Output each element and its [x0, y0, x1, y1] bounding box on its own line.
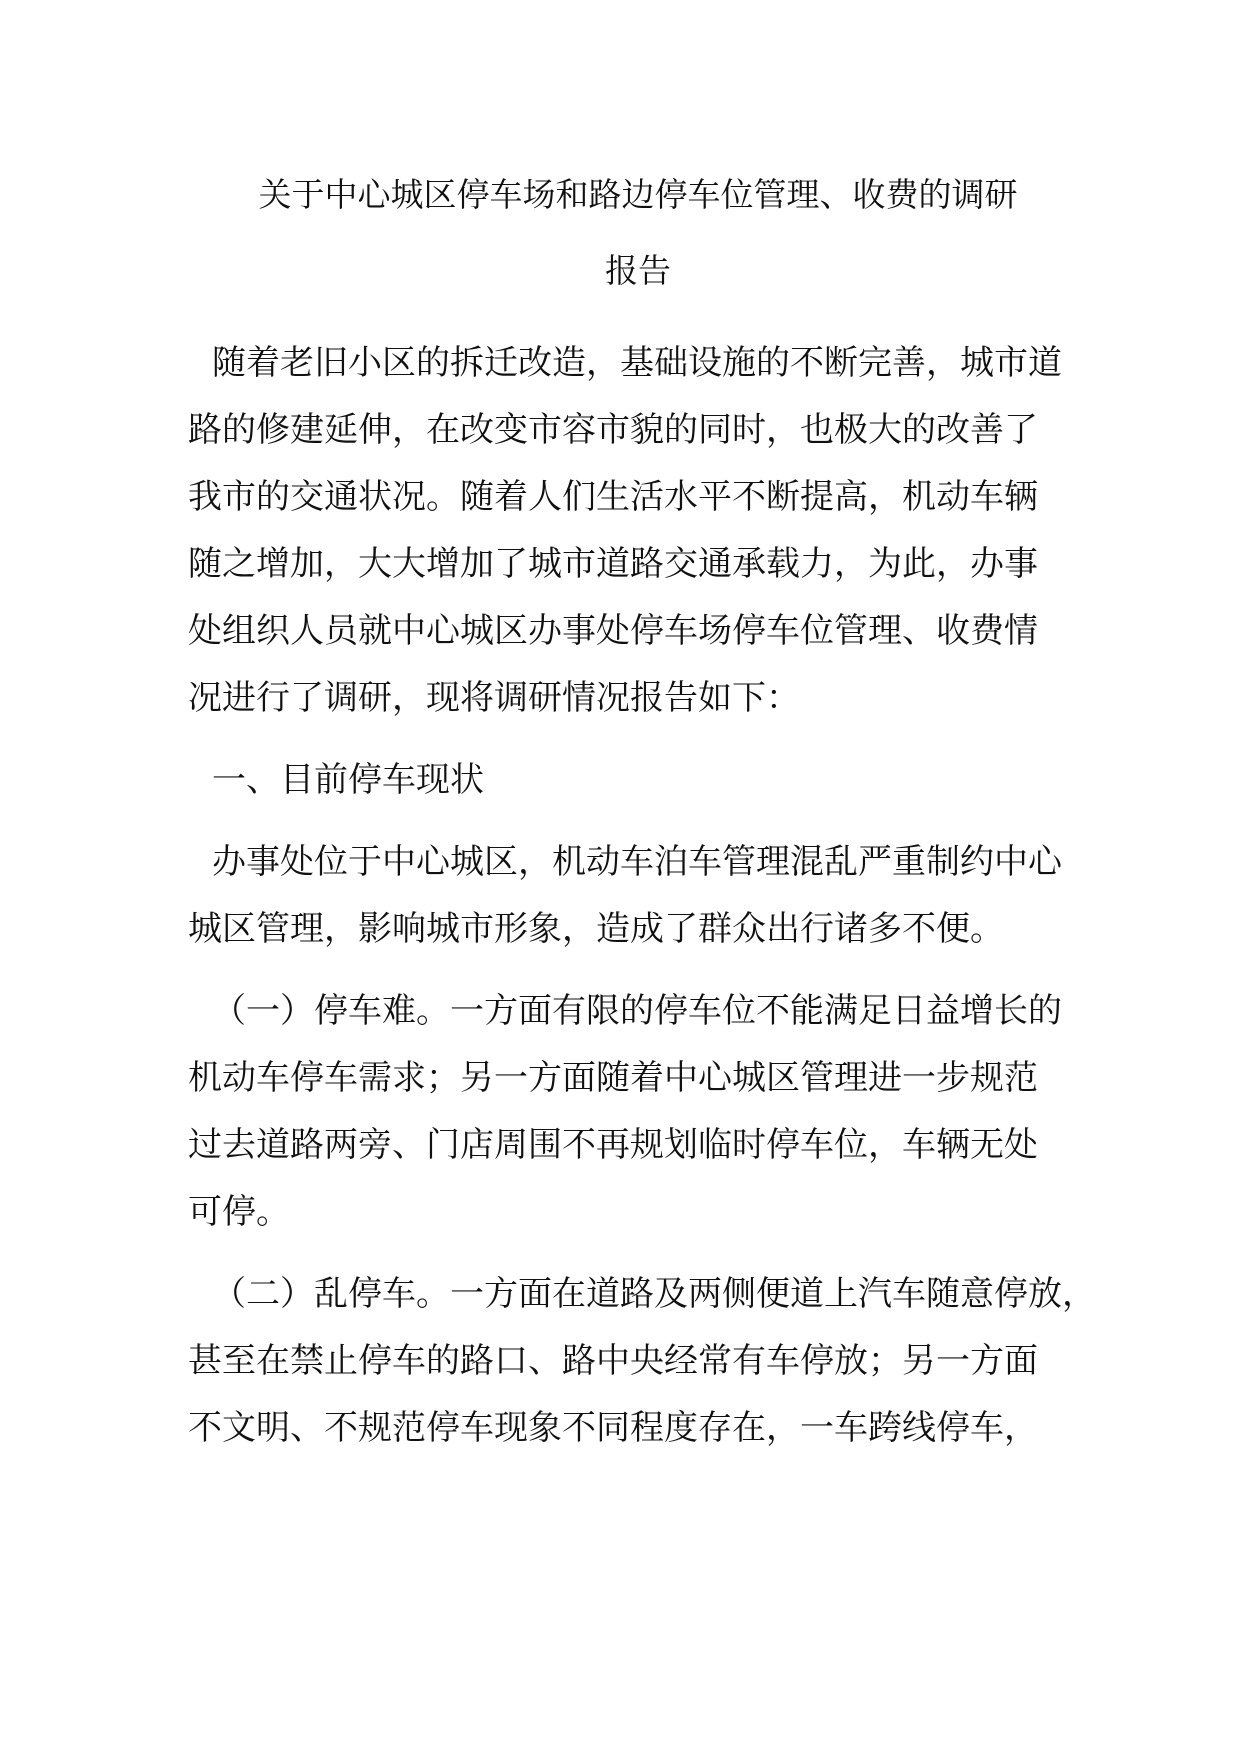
document-title-line-1: 关于中心城区停车场和路边停车位管理、收费的调研 — [258, 175, 1018, 214]
paragraph-2-line-1: 办事处位于中心城区，机动车泊车管理混乱严重制约中心 — [212, 842, 1062, 882]
paragraph-1-line-2: 路的修建延伸，在改变市容市貌的同时，也极大的改善了 — [188, 410, 1038, 450]
paragraph-3-line-1: （一）停车难。一方面有限的停车位不能满足日益增长的 — [212, 991, 1062, 1031]
paragraph-4-line-1: （二）乱停车。一方面在道路及两侧便道上汽车随意停放， — [212, 1274, 1096, 1314]
paragraph-2-line-2: 城区管理，影响城市形象，造成了群众出行诸多不便。 — [188, 909, 1004, 949]
paragraph-3-line-2: 机动车停车需求；另一方面随着中心城区管理进一步规范 — [188, 1058, 1038, 1098]
paragraph-1-line-6: 况进行了调研，现将调研情况报告如下： — [188, 678, 800, 718]
paragraph-3-line-3: 过去道路两旁、门店周围不再规划临时停车位，车辆无处 — [188, 1125, 1038, 1165]
paragraph-1-line-5: 处组织人员就中心城区办事处停车场停车位管理、收费情 — [188, 611, 1038, 651]
document-title-line-2: 报告 — [605, 251, 671, 290]
paragraph-4-line-3: 不文明、不规范停车现象不同程度存在，一车跨线停车， — [188, 1408, 1038, 1448]
paragraph-3-line-4: 可停。 — [188, 1192, 290, 1232]
paragraph-1-line-1: 随着老旧小区的拆迁改造，基础设施的不断完善，城市道 — [212, 343, 1062, 383]
paragraph-4-line-2: 甚至在禁止停车的路口、路中央经常有车停放；另一方面 — [188, 1341, 1038, 1381]
paragraph-1-line-4: 随之增加，大大增加了城市道路交通承载力，为此，办事 — [188, 544, 1038, 584]
paragraph-1-line-3: 我市的交通状况。随着人们生活水平不断提高，机动车辆 — [188, 477, 1038, 517]
section-heading-1: 一、目前停车现状 — [212, 760, 484, 800]
